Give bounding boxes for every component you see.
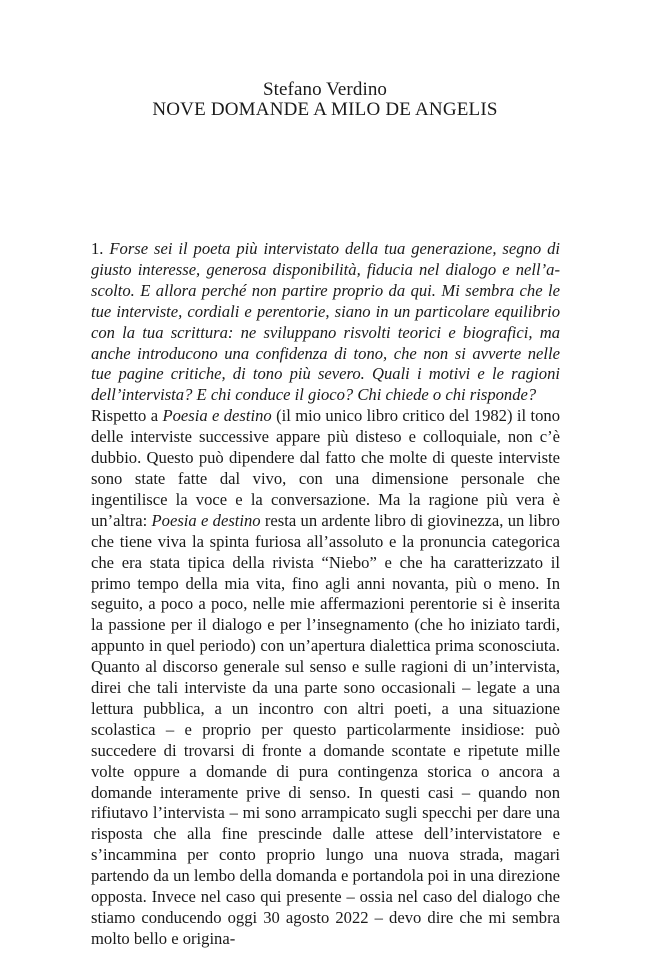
answer-text-part-1: Rispetto a [91, 406, 163, 426]
answer-text-part-3: resta un ardente libro di giovinezza, un libro che tiene viva la spinta furiosa all’assoluto e la pronuncia categorica che era stata tipica della rivista “Niebo” e che ha caratterizzato il primo tempo della mia vita, fino agli anni novanta, più o meno. In seguito, a poco a poco, nelle mie affermazioni perentorie si è inserita la passione per il dialogo e per l’insegnamento (che ho iniziato tardi, appunto in quel periodo) con un’apertura dialettica prima sconosciuta. Quanto al discorso generale sul senso e sulle ragioni di un’intervista, direi che tali interviste da una parte sono occasionali – legate a una lettura pubblica, a un incontro con altri poeti, a una situazione scolastica – e proprio per questo particolarmente insidiose: può succedere di trovarsi di fronte a domande scontate e ripetute mille volte oppure a domande di pura contingenza storica o ancora a domande interamente prive di senso. In questi casi – quando non rifiutavo l’intervista – mi sono arrampicato sugli specchi per dare una risposta che alla fine prescinde dalle attese dell’intervistatore e s’incammina per conto proprio lungo una nuova strada, magari partendo da un lembo della domanda e portandola poi in una direzione opposta. Invece nel caso qui presente – ossia nel caso del dialogo che stiamo conducendo oggi 30 agosto 2022 – devo dire che mi sembra molto bello e origina- [91, 510, 560, 948]
question-paragraph [91, 239, 560, 406]
chapter-header [0, 80, 650, 120]
work-title: Poesia e destino [151, 510, 261, 530]
answer-paragraph [91, 406, 560, 950]
answer-text-part-2: (il mio unico libro critico del 1982) il tono delle interviste successive appare più disteso e colloquiale, non c’è dubbio. Questo può dipendere dal fatto che molte di queste interviste sono state fatte dal vivo, con una dimensione personale che ingentilisce la voce e la conversazione. Ma la ragione più vera è un’altra: [91, 406, 560, 530]
question-number: 1. [91, 239, 104, 258]
work-title: Poesia e destino [162, 406, 272, 426]
author-name: Stefano Verdino [262, 79, 388, 100]
body-text [91, 239, 560, 950]
question-text: Forse sei il poeta più intervistato della tua generazione, segno di giusto interesse, generosa disponibilità, fiducia nel dialogo e nell’ascolto. E allora perché non partire proprio da qui. Mi sembra che le tue interviste, cordiali e perentorie, siano in un particolare equilibrio con la tua scrittura: ne sviluppano risvolti teorici e biografici, ma anche introducono una confidenza di tono, che non si avverte nelle tue pagine critiche, di tono più severo. Quali i motivi e le ragioni dell’intervista? E chi conduce il gioco? Chi chiede o chi risponde? [91, 239, 560, 405]
chapter-title: NOVE DOMANDE A MILO DE ANGELIS [152, 99, 498, 120]
